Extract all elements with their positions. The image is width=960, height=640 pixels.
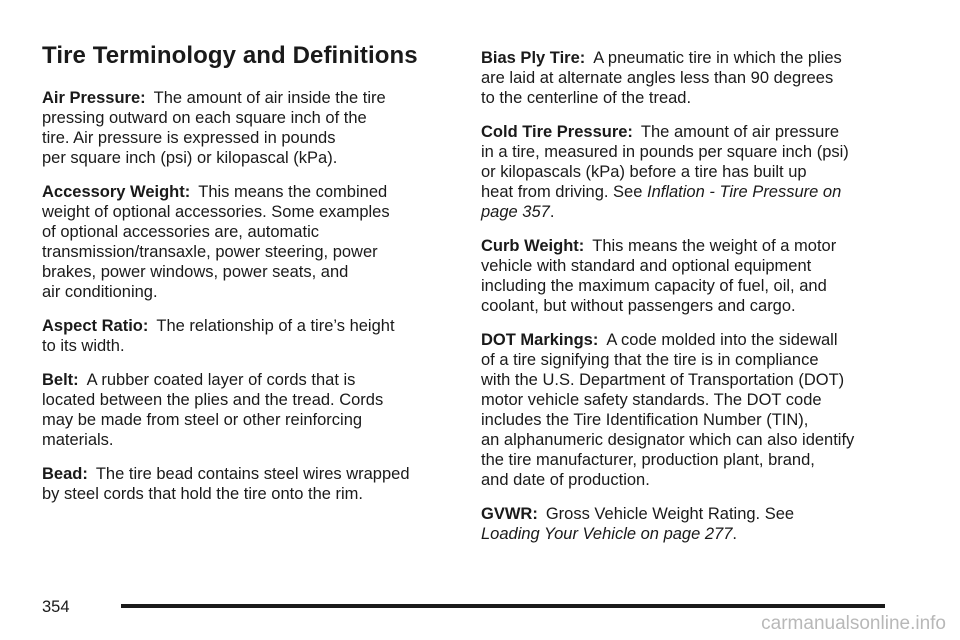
definition-text: air conditioning. [42,283,158,301]
definition-text: located between the plies and the tread. Cords [42,391,384,409]
definition-accessory-weight [42,182,462,302]
definition-text: The amount of air inside the tire [153,89,386,107]
footer-divider [121,604,885,608]
term-curb-weight: Curb Weight: [481,237,585,255]
page-number: 354 [42,598,70,616]
definition-cold-tire-pressure [481,122,901,222]
term-bead: Bead: [42,465,88,483]
definition-text: may be made from steel or other reinforcing [42,411,363,429]
term-air-pressure: Air Pressure: [42,89,146,107]
definition-text: or kilopascals (kPa) before a tire has built up [481,163,807,181]
page-title: Tire Terminology and Definitions [42,42,418,69]
definition-aspect-ratio [42,316,462,356]
right-column [481,48,901,558]
definition-text: The tire bead contains steel wires wrapped [95,465,410,483]
definition-text: . [732,525,737,543]
definition-text: and date of production. [481,471,650,489]
definition-dot-markings [481,330,901,490]
definition-text: pressing outward on each square inch of the [42,109,367,127]
cross-reference-link[interactable]: Inflation - Tire Pressure on [647,183,842,201]
definition-text: The relationship of a tire’s height [156,317,395,335]
definition-text: of optional accessories are, automatic [42,223,319,241]
term-bias-ply-tire: Bias Ply Tire: [481,49,586,67]
definition-text: are laid at alternate angles less than 90 degrees [481,69,834,87]
definition-text: in a tire, measured in pounds per square inch (psi) [481,143,849,161]
definition-text: The amount of air pressure [640,123,840,141]
definition-text: brakes, power windows, power seats, and [42,263,349,281]
definition-belt [42,370,462,450]
left-column [42,88,462,518]
definition-text: tire. Air pressure is expressed in pounds [42,129,336,147]
term-cold-tire-pressure: Cold Tire Pressure: [481,123,633,141]
definition-gvwr [481,504,901,544]
term-aspect-ratio: Aspect Ratio: [42,317,149,335]
definition-air-pressure [42,88,462,168]
definition-text: . [549,203,555,221]
definition-text: This means the weight of a motor [592,237,837,255]
definition-text: A pneumatic tire in which the plies [593,49,842,67]
term-belt: Belt: [42,371,79,389]
definition-text: the tire manufacturer, production plant, brand, [481,451,815,469]
definition-text: coolant, but without passengers and cargo. [481,297,796,315]
definition-text: weight of optional accessories. Some examples [42,203,390,221]
definition-bead [42,464,462,504]
term-dot-markings: DOT Markings: [481,331,599,349]
definition-text: with the U.S. Department of Transportation (DOT) [481,371,845,389]
term-accessory-weight: Accessory Weight: [42,183,191,201]
definition-bias-ply-tire [481,48,901,108]
definition-text: including the maximum capacity of fuel, oil, and [481,277,827,295]
definition-text: to its width. [42,337,125,355]
cross-reference-link[interactable]: Loading Your Vehicle on page 277 [481,525,733,543]
definition-text: A rubber coated layer of cords that is [86,371,356,389]
term-gvwr: GVWR: [481,505,538,523]
cross-reference-link[interactable]: page 357 [481,203,550,221]
definition-text: vehicle with standard and optional equipment [481,257,812,275]
definition-text: per square inch (psi) or kilopascal (kPa). [42,149,338,167]
definition-text: This means the combined [198,183,388,201]
definition-text: of a tire signifying that the tire is in compliance [481,351,819,369]
definition-text: Gross Vehicle Weight Rating. See [545,505,795,523]
definition-text: to the centerline of the tread. [481,89,692,107]
definition-text: motor vehicle safety standards. The DOT code [481,391,822,409]
watermark-text: carmanualsonline.info [761,613,946,634]
definition-text: A code molded into the sidewall [606,331,838,349]
definition-text: materials. [42,431,114,449]
definition-text: includes the Tire Identification Number (TIN), [481,411,809,429]
definition-text: heat from driving. See [481,183,647,201]
definition-curb-weight [481,236,901,316]
definition-text: by steel cords that hold the tire onto the rim. [42,485,364,503]
definition-text: an alphanumeric designator which can also identify [481,431,855,449]
definition-text: transmission/transaxle, power steering, power [42,243,378,261]
